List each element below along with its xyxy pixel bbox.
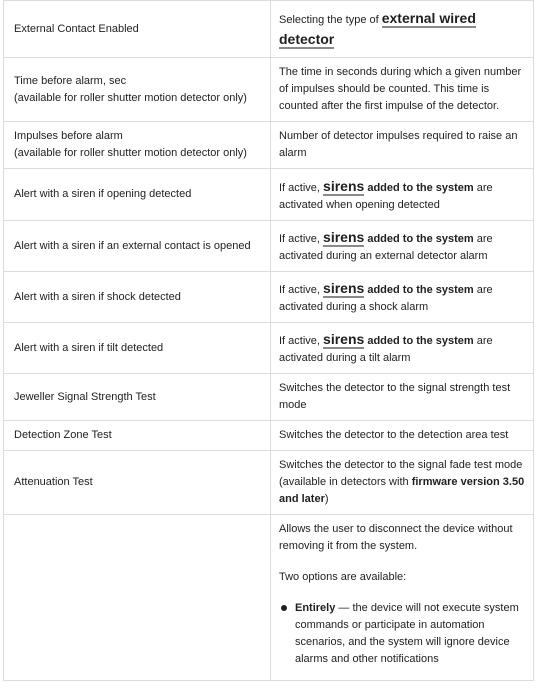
firmware-version-note: firmware version 3.50 and later xyxy=(279,476,525,505)
external-wired-detector-link[interactable]: external wired detector xyxy=(279,10,476,47)
setting-name: Alert with a siren if tilt detected xyxy=(4,323,271,374)
setting-name xyxy=(4,515,271,681)
table-row xyxy=(4,221,534,272)
table-row xyxy=(4,374,534,421)
settings-table xyxy=(3,0,534,681)
table-row xyxy=(4,451,534,515)
setting-name: Alert with a siren if opening detected xyxy=(4,169,271,221)
setting-description: Switches the detector to the signal fade test mode (available in detectors with firmware version 3.50 and later) xyxy=(271,451,534,515)
sirens-link[interactable]: sirens xyxy=(323,280,365,296)
table-row xyxy=(4,1,534,58)
setting-description: Allows the user to disconnect the device without removing it from the system. Two options are available: Entirely — the device will not execute system commands or participate in automation scenarios, and the system will ignore device alarms and other notifications xyxy=(271,515,534,681)
table-row xyxy=(4,421,534,451)
setting-name: Detection Zone Test xyxy=(4,421,271,451)
setting-name: Jeweller Signal Strength Test xyxy=(4,374,271,421)
setting-description: Selecting the type of external wired detector xyxy=(271,1,534,58)
table-row xyxy=(4,323,534,374)
setting-description: If active, sirens added to the system are activated during a tilt alarm xyxy=(271,323,534,374)
table-row xyxy=(4,169,534,221)
list-item: Entirely — the device will not execute system commands or participate in automation scenarios, and the system will ignore device alarms and other notifications xyxy=(295,600,525,668)
setting-name: Alert with a siren if shock detected xyxy=(4,272,271,323)
options-list xyxy=(279,600,525,668)
setting-description: Switches the detector to the signal strength test mode xyxy=(271,374,534,421)
setting-description: Number of detector impulses required to raise an alarm xyxy=(271,122,534,169)
setting-name: Alert with a siren if an external contact is opened xyxy=(4,221,271,272)
setting-description: If active, sirens added to the system are activated during a shock alarm xyxy=(271,272,534,323)
bullet-icon xyxy=(281,605,287,611)
setting-description: If active, sirens added to the system are activated during an external detector alarm xyxy=(271,221,534,272)
setting-description: Switches the detector to the detection area test xyxy=(271,421,534,451)
setting-name: Time before alarm, sec (available for roller shutter motion detector only) xyxy=(4,58,271,122)
setting-description: If active, sirens added to the system are activated when opening detected xyxy=(271,169,534,221)
sirens-link[interactable]: sirens xyxy=(323,177,365,194)
setting-name: Attenuation Test xyxy=(4,451,271,515)
setting-name: Impulses before alarm (available for roller shutter motion detector only) xyxy=(4,122,271,169)
table-row xyxy=(4,58,534,122)
setting-name: External Contact Enabled xyxy=(4,1,271,58)
table-row xyxy=(4,122,534,169)
setting-description: The time in seconds during which a given number of impulses should be counted. This time is counted after the first impulse of the detector. xyxy=(271,58,534,122)
sirens-link[interactable]: sirens xyxy=(323,331,365,347)
table-row xyxy=(4,272,534,323)
sirens-link[interactable]: sirens xyxy=(323,229,365,245)
table-row xyxy=(4,515,534,681)
